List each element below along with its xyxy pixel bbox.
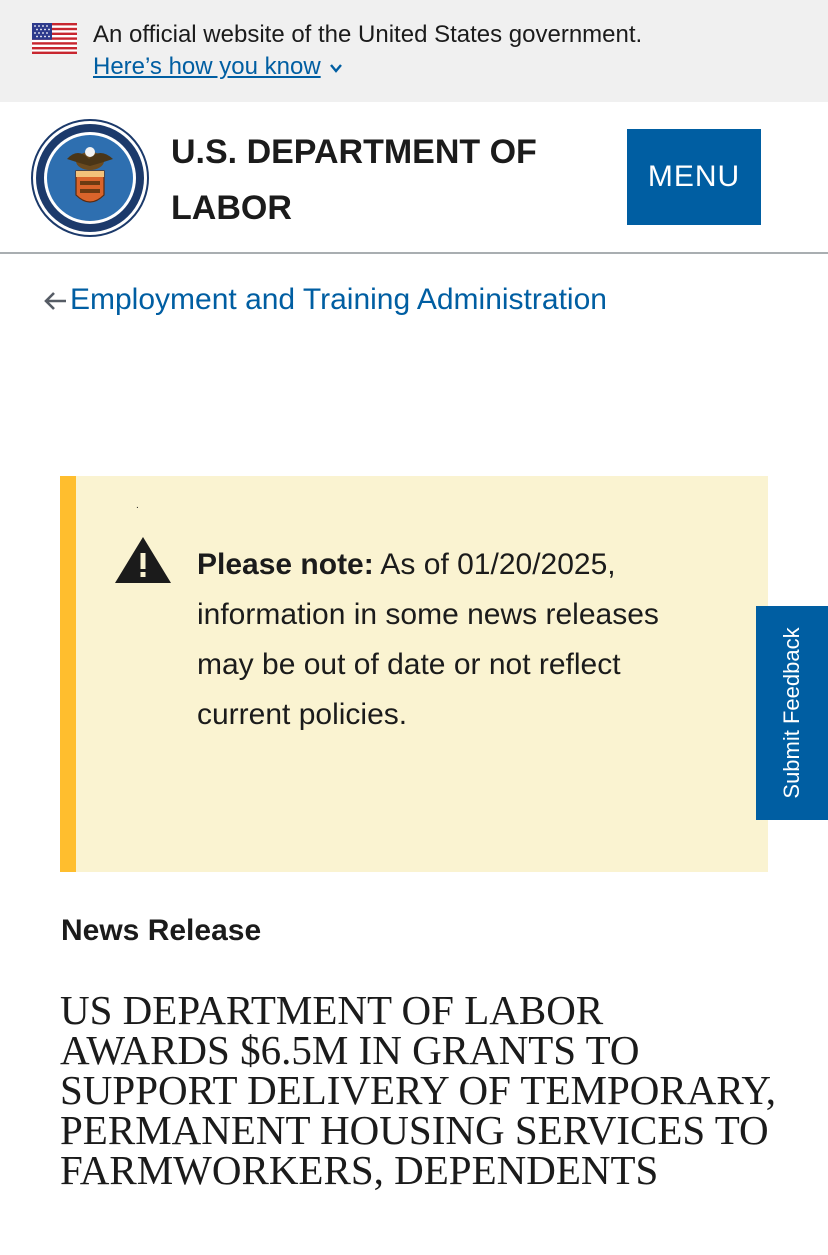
submit-feedback-label: Submit Feedback bbox=[779, 627, 804, 799]
heres-how-you-know-label: Here’s how you know bbox=[93, 53, 321, 80]
gov-banner bbox=[0, 0, 828, 102]
alert-body: As of 01/20/2025, information in some news releases may be out of date or not reflect current policies. bbox=[197, 548, 659, 731]
article-headline: US DEPARTMENT OF LABOR AWARDS $6.5M IN GRANTS TO SUPPORT DELIVERY OF TEMPORARY, PERMANENT HOUSING SERVICES TO FARMWORKERS, DEPENDENTS bbox=[60, 987, 776, 1193]
heres-how-you-know-link[interactable] bbox=[93, 53, 343, 81]
chevron-down-icon bbox=[329, 61, 343, 75]
site-header bbox=[0, 102, 828, 254]
news-release-label: News Release bbox=[61, 914, 262, 947]
menu-button[interactable]: MENU bbox=[627, 129, 761, 225]
agency-name[interactable]: U.S. DEPARTMENT OF LABOR bbox=[171, 133, 537, 227]
submit-feedback-button[interactable] bbox=[756, 606, 828, 820]
breadcrumb-link[interactable] bbox=[42, 283, 607, 317]
dol-seal-logo[interactable] bbox=[31, 119, 149, 237]
breadcrumb-label: Employment and Training Administration bbox=[70, 283, 607, 316]
alert-dot: . bbox=[136, 500, 139, 511]
official-site-text: An official website of the United States government. bbox=[93, 21, 643, 48]
alert-accent-bar bbox=[60, 476, 76, 872]
warning-icon bbox=[113, 535, 173, 585]
arrow-left-icon bbox=[42, 290, 68, 312]
alert-message bbox=[197, 540, 717, 740]
us-flag-icon bbox=[32, 23, 77, 54]
alert-strong: Please note: bbox=[197, 548, 374, 581]
